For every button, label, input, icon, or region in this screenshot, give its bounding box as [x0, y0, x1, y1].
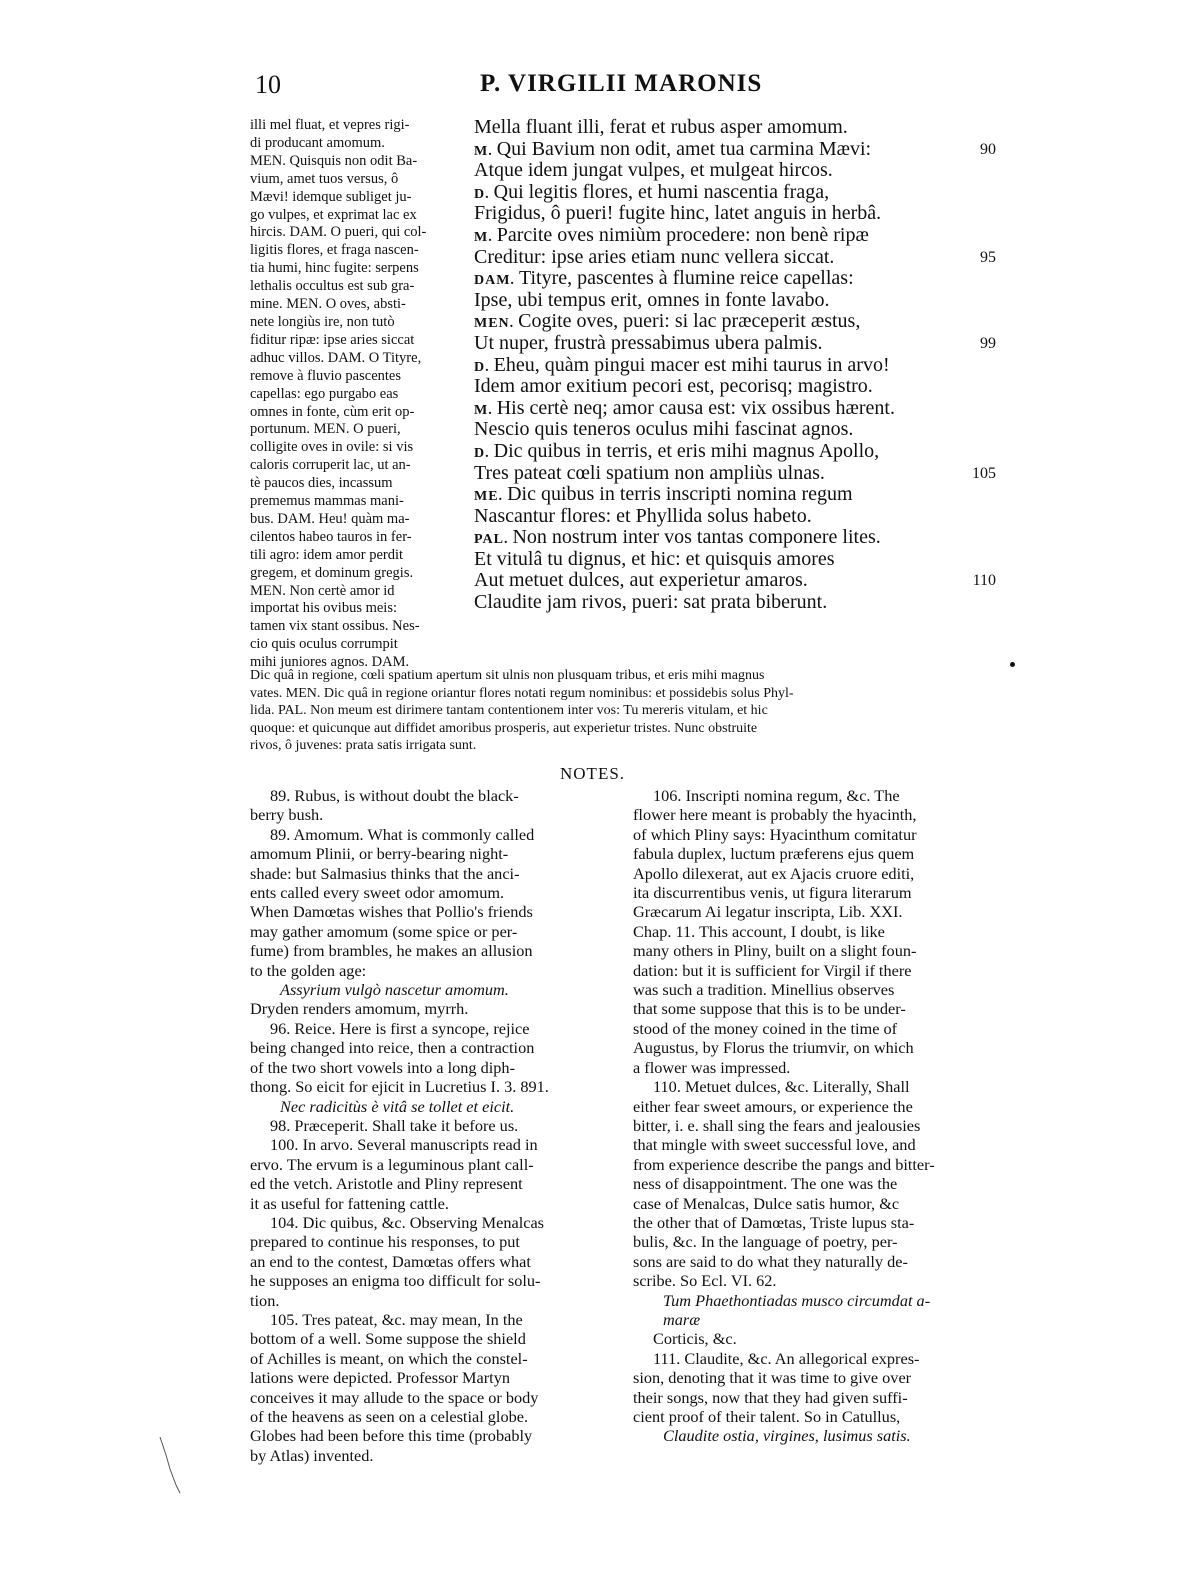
verse-line: [474, 441, 1004, 463]
note-line: sion, denoting that it was time to give over: [633, 1368, 912, 1388]
note-line: the other that of Damœtas, Triste lupus sta-: [633, 1212, 915, 1232]
note-line: shade: but Salmasius thinks that the anci-: [250, 863, 520, 883]
interpretation-tail-line: Dic quâ in regione, cœli spatium apertum sit ulnis non plusquam tribus, et eris mihi magnus: [250, 668, 765, 683]
note-line: Augustus, by Florus the triumvir, on which: [633, 1038, 914, 1058]
note-line: that some suppose that this is to be under-: [633, 999, 906, 1019]
note-line: of the heavens as seen on a celestial globe.: [250, 1407, 529, 1426]
margin-dot-mark: [1010, 662, 1015, 667]
interpretation-line: MEN. Quisquis non odit Ba-: [250, 152, 418, 169]
verse-line: [474, 463, 1004, 485]
notes-heading: NOTES.: [560, 764, 626, 783]
note-line: was such a tradition. Minellius observes: [633, 980, 895, 1000]
note-line: Dryden renders amomum, myrrh.: [250, 999, 469, 1019]
verse-column: [474, 117, 1004, 614]
note-line: fume) from brambles, he makes an allusion: [250, 941, 533, 961]
verse-line: [474, 182, 1004, 204]
interpretation-line: colligite oves in ovile: si vis: [250, 439, 414, 456]
speaker-label: D.: [474, 186, 490, 202]
note-line: Tum Phaethontiadas musco circumdat a-: [663, 1290, 931, 1310]
verse-text: His certè neq; amor causa est: vix ossibus hærent.: [496, 396, 895, 419]
interpretation-line: Mævi! idemque subliget ju-: [250, 188, 412, 205]
interpretation-tail-line: lida. PAL. Non meum est dirimere tantam contentionem inter vos: Tu mereris vitulam, et hic: [250, 703, 768, 718]
note-line: prepared to continue his responses, to put: [250, 1232, 520, 1252]
note-line: Græcarum Ai legatur inscripta, Lib. XXI.: [633, 902, 903, 922]
note-line: tion.: [250, 1290, 280, 1310]
note-line: Claudite ostia, virgines, lusimus satis.: [663, 1426, 911, 1446]
verse-text: Ut nuper, frustrà pressabimus ubera palmis.: [474, 331, 823, 354]
note-line: of the two short vowels into a long diph-: [250, 1057, 515, 1077]
verse-line: [474, 203, 1004, 225]
interpretation-line: mine. MEN. O oves, absti-: [250, 296, 406, 313]
speaker-label: M.: [474, 143, 493, 159]
note-line: many others in Pliny, built on a slight foun-: [633, 941, 917, 961]
interpretation-line: hircis. DAM. O pueri, qui col-: [250, 224, 427, 241]
speaker-label: MEN.: [474, 316, 515, 332]
note-line: maræ: [663, 1309, 701, 1329]
verse-number: 90: [980, 140, 996, 158]
running-title: P. VIRGILII MARONIS: [480, 70, 763, 97]
verse-text: Claudite jam rivos, pueri: sat prata biberunt.: [474, 591, 828, 614]
verse-line: [474, 290, 1004, 312]
interpretation-line: vium, amet tuos versus, ô: [250, 170, 399, 187]
verse-line: [474, 225, 1004, 247]
note-line: it as useful for fattening cattle.: [250, 1193, 449, 1213]
notes-right-column: [633, 786, 1001, 1446]
verse-text: Eheu, quàm pingui macer est mihi taurus in arvo!: [493, 353, 890, 376]
verse-number: 105: [972, 464, 996, 482]
note-line: stood of the money coined in the time of: [633, 1018, 898, 1038]
note-line: 105. Tres pateat, &c. may mean, In the: [270, 1309, 523, 1329]
interpretation-line: MEN. Non certè amor id: [250, 582, 395, 599]
note-line: Assyrium vulgò nascetur amomum.: [280, 980, 509, 1000]
interpretation-line: illi mel fluat, et vepres rigi-: [250, 117, 410, 133]
interpretation-line: bus. DAM. Heu! quàm ma-: [250, 510, 410, 527]
verse-line: [474, 592, 1004, 614]
verse-text: Qui Bavium non odit, amet tua carmina Mævi:: [496, 137, 872, 160]
speaker-label: DAM.: [474, 273, 515, 289]
verse-line: [474, 484, 1004, 506]
verse-text: Ipse, ubi tempus erit, omnes in fonte lavabo.: [474, 288, 830, 311]
note-line: ness of disappointment. The one was the: [633, 1174, 898, 1194]
note-line: may gather amomum (some spice or per-: [250, 921, 518, 941]
note-line: from experience describe the pangs and bitter-: [633, 1154, 935, 1174]
verse-text: Frigidus, ô pueri! fugite hinc, latet anguis in herbâ.: [474, 202, 882, 225]
note-line: Chap. 11. This account, I doubt, is like: [633, 921, 885, 941]
verse-line: [474, 419, 1004, 441]
note-line: of which Pliny says: Hyacinthum comitatur: [633, 824, 917, 844]
note-line: When Damœtas wishes that Pollio's friends: [250, 902, 533, 922]
verse-line: [474, 311, 1004, 333]
note-line: case of Menalcas, Dulce satis humor, &c: [633, 1193, 900, 1213]
note-line: 89. Rubus, is without doubt the black-: [270, 786, 519, 805]
note-line: amomum Plinii, or berry-bearing night-: [250, 844, 509, 864]
interpretation-line: caloris corruperit lac, ut an-: [250, 457, 411, 474]
interpretation-line: capellas: ego purgabo eas: [250, 385, 399, 402]
note-line: by Atlas) invented.: [250, 1445, 374, 1465]
interpretation-line: lethalis occultus est sub gra-: [250, 278, 415, 295]
verse-text: Mella fluant illi, ferat et rubus asper amomum.: [474, 116, 848, 138]
verse-text: Nescio quis teneros oculus mihi fascinat agnos.: [474, 418, 854, 441]
interpretation-line: omnes in fonte, cùm erit op-: [250, 403, 415, 420]
note-line: 100. In arvo. Several manuscripts read in: [270, 1135, 538, 1155]
note-line: bitter, i. e. shall sing the fears and jealousies: [633, 1115, 921, 1135]
note-line: thong. So eicit for ejicit in Lucretius I. 3. 891.: [250, 1077, 549, 1097]
verse-line: [474, 376, 1004, 398]
speaker-label: D.: [474, 359, 490, 375]
interpretation-line: tili agro: idem amor perdit: [250, 546, 404, 563]
note-line: an end to the contest, Damœtas offers what: [250, 1251, 531, 1271]
note-line: Corticis, &c.: [653, 1329, 737, 1349]
note-line: a flower was impressed.: [633, 1057, 791, 1077]
speaker-label: M.: [474, 402, 493, 418]
note-line: 98. Præceperit. Shall take it before us.: [270, 1115, 519, 1135]
page-number: 10: [255, 70, 281, 99]
verse-text: Cogite oves, pueri: si lac præceperit æstus,: [518, 310, 861, 333]
verse-text: Dic quibus in terris inscripti nomina regum: [507, 483, 853, 506]
speaker-label: D.: [474, 445, 490, 461]
verse-text: Non nostrum inter vos tantas componere lites.: [512, 526, 881, 549]
interpretation-line: tia humi, hinc fugite: serpens: [250, 260, 419, 277]
note-line: ed the vetch. Aristotle and Pliny represent: [250, 1174, 523, 1194]
interpretation-line: tè paucos dies, incassum: [250, 475, 393, 492]
scan-artifact-mark: [158, 1435, 182, 1495]
verse-number: 110: [972, 572, 996, 590]
speaker-label: M.: [474, 229, 493, 245]
interpretation-line: cio quis oculus corrumpit: [250, 636, 398, 653]
note-line: berry bush.: [250, 805, 324, 825]
interpretation-line: prememus mammas mani-: [250, 493, 404, 510]
interpretation-line: cilentos habeo tauros in fer-: [250, 528, 412, 545]
verse-number: 99: [980, 334, 996, 352]
verse-text: Idem amor exitium pecori est, pecorisq; magistro.: [474, 375, 873, 398]
verse-text: Dic quibus in terris, et eris mihi magnus Apollo,: [493, 439, 880, 462]
note-line: fabula duplex, luctum præferens ejus quem: [633, 844, 915, 864]
verse-line: [474, 570, 1004, 592]
interpretation-line: go vulpes, et exprimat lac ex: [250, 206, 417, 223]
interpretation-line: adhuc villos. DAM. O Tityre,: [250, 349, 422, 366]
verse-text: Tityre, pascentes à flumine reice capellas:: [518, 267, 854, 290]
speaker-label: ME.: [474, 489, 504, 505]
verse-text: Et vitulâ tu dignus, et hic: et quisquis amores: [474, 547, 835, 570]
note-line: Nec radicitùs è vitâ se tollet et eicit.: [280, 1096, 515, 1116]
note-line: dation: but it is sufficient for Virgil if there: [633, 960, 912, 980]
note-line: scribe. So Ecl. VI. 62.: [633, 1271, 777, 1291]
interpretation-tail-line: rivos, ô juvenes: prata satis irrigata sunt.: [250, 738, 477, 753]
verse-line: [474, 247, 1004, 269]
interpretation-line: fiditur ripæ: ipse aries siccat: [250, 331, 415, 348]
verse-line: [474, 268, 1004, 290]
note-line: Apollo dilexerat, aut ex Ajacis cruore editi,: [633, 863, 915, 883]
note-line: lations were depicted. Professor Martyn: [250, 1368, 510, 1388]
verse-text: Qui legitis flores, et humi nascentia fraga,: [493, 180, 830, 203]
note-line: being changed into reice, then a contraction: [250, 1038, 535, 1058]
verse-text: Creditur: ipse aries etiam nunc vellera siccat.: [474, 245, 835, 268]
verse-line: [474, 506, 1004, 528]
note-line: flower here meant is probably the hyacinth,: [633, 805, 917, 825]
note-line: either fear sweet amours, or experience the: [633, 1096, 913, 1116]
interpretation-line: remove à fluvio pascentes: [250, 367, 401, 384]
interpretation-column: [250, 117, 472, 672]
note-line: 96. Reice. Here is first a syncope, rejice: [270, 1018, 530, 1038]
note-line: 104. Dic quibus, &c. Observing Menalcas: [270, 1212, 545, 1232]
interpretation-line: mihi juniores agnos. DAM.: [250, 654, 410, 671]
verse-number: 95: [980, 248, 996, 266]
interpretation-line: gregem, et dominum gregis.: [250, 564, 414, 581]
interpretation-line: di producant amomum.: [250, 134, 385, 151]
interpretation-line: tamen vix stant ossibus. Nes-: [250, 618, 420, 635]
verse-text: Aut metuet dulces, aut experietur amaros.: [474, 569, 808, 592]
verse-line: [474, 355, 1004, 377]
note-line: Globes had been before this time (probably: [250, 1426, 533, 1446]
note-line: their songs, now that they had given suffi-: [633, 1387, 908, 1407]
note-line: cient proof of their talent. So in Catullus,: [633, 1407, 901, 1426]
interpretation-tail: [250, 667, 1010, 755]
note-line: 106. Inscripti nomina regum, &c. The: [653, 786, 900, 805]
note-line: 110. Metuet dulces, &c. Literally, Shall: [653, 1077, 910, 1097]
interpretation-tail-line: quoque: et quicunque aut diffidet amoribus prosperis, aut experietur tristes. Nunc obstruite: [250, 720, 758, 736]
note-line: sons are said to do what they naturally de-: [633, 1251, 908, 1271]
note-line: 89. Amomum. What is commonly called: [270, 824, 535, 844]
notes-left-column: [250, 786, 618, 1465]
verse-line: [474, 527, 1004, 549]
verse-line: [474, 139, 1004, 161]
interpretation-tail-line: vates. MEN. Dic quâ in regione oriantur flores notati regum nominibus: et possidebis solus Phyl-: [250, 685, 794, 701]
note-line: conceives it may allude to the space or body: [250, 1387, 539, 1407]
note-line: ents called every sweet odor amomum.: [250, 883, 505, 903]
note-line: 111. Claudite, &c. An allegorical expres-: [653, 1348, 920, 1368]
note-line: he supposes an enigma too difficult for solu-: [250, 1271, 541, 1291]
verse-text: Tres pateat cœli spatium non ampliùs ulnas.: [474, 461, 825, 484]
note-line: ita discurrentibus venis, ut figura literarum: [633, 883, 912, 903]
note-line: bulis, &c. In the language of poetry, per-: [633, 1232, 898, 1252]
note-line: of Achilles is meant, on which the constel-: [250, 1348, 528, 1368]
verse-line: [474, 398, 1004, 420]
verse-text: Parcite oves nimiùm procedere: non benè ripæ: [496, 223, 869, 246]
note-line: to the golden age:: [250, 960, 367, 980]
verse-line: [474, 117, 1004, 139]
speaker-label: PAL.: [474, 532, 509, 548]
interpretation-line: nete longiùs ire, non tutò: [250, 313, 395, 330]
note-line: bottom of a well. Some suppose the shield: [250, 1329, 526, 1349]
verse-text: Nascantur flores: et Phyllida solus habeto.: [474, 504, 812, 527]
note-line: ervo. The ervum is a leguminous plant call-: [250, 1154, 534, 1174]
interpretation-line: ligitis flores, et fraga nascen-: [250, 242, 419, 259]
interpretation-line: portunum. MEN. O pueri,: [250, 421, 401, 438]
interpretation-line: importat his ovibus meis:: [250, 600, 398, 617]
verse-line: [474, 160, 1004, 182]
verse-text: Atque idem jungat vulpes, et mulgeat hircos.: [474, 159, 833, 182]
verse-line: [474, 549, 1004, 571]
note-line: that mingle with sweet successful love, and: [633, 1135, 916, 1155]
verse-line: [474, 333, 1004, 355]
